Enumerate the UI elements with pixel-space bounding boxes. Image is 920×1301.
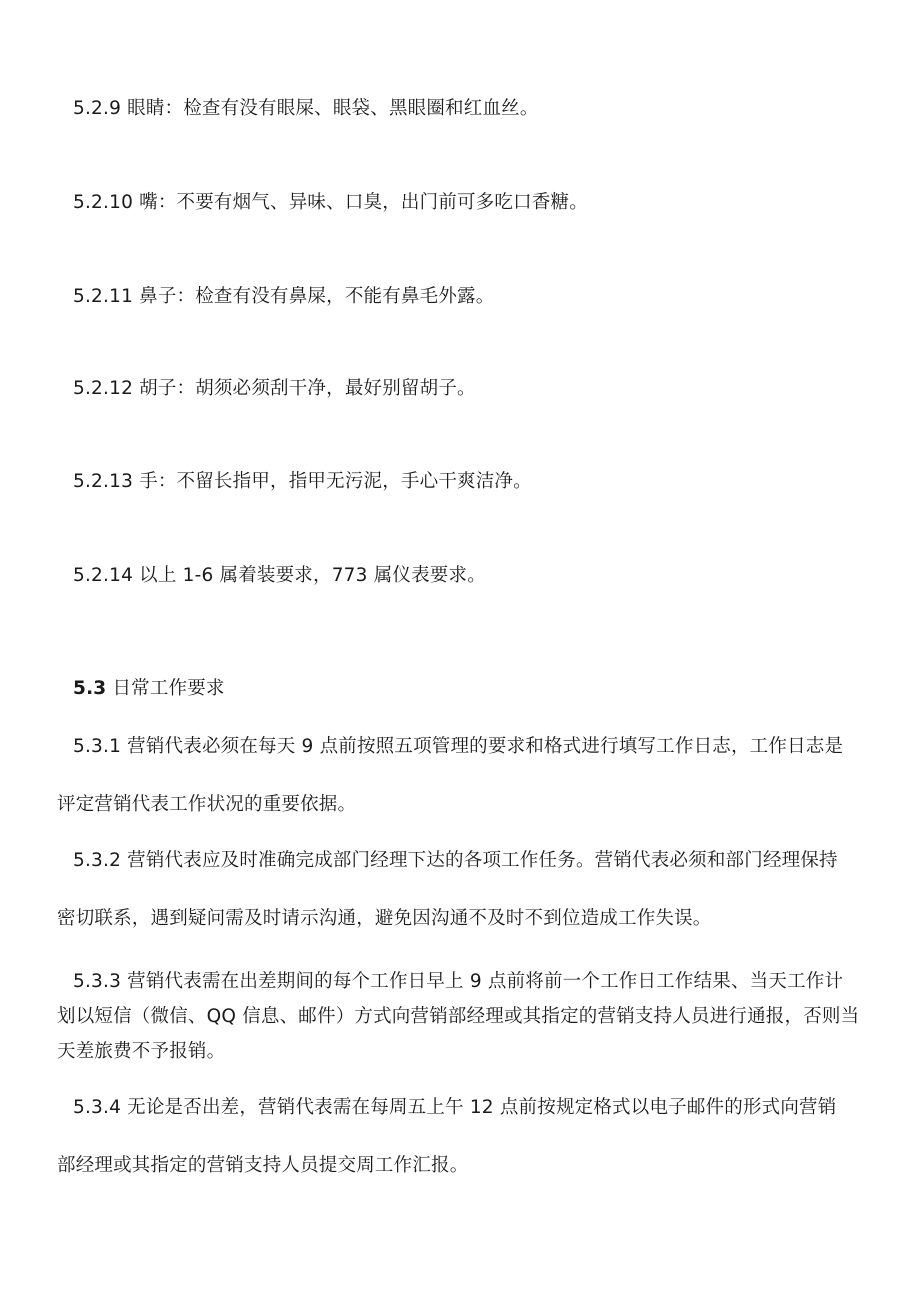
item-5-2-10: 5.2.10 嘴：不要有烟气、异味、口臭，出门前可多吃口香糖。 <box>73 192 588 213</box>
item-5-3-1-line2: 评定营销代表工作状况的重要依据。 <box>57 794 357 815</box>
item-5-3-2-line1: 5.3.2 营销代表应及时准确完成部门经理下达的各项工作任务。营销代表必须和部门经理保持 <box>73 850 838 871</box>
item-5-3-3-line1: 5.3.3 营销代表需在出差期间的每个工作日早上 9 点前将前一个工作日工作结果、当天工作计 <box>73 971 844 992</box>
item-5-2-11: 5.2.11 鼻子：检查有没有鼻屎，不能有鼻毛外露。 <box>73 286 495 307</box>
item-5-2-12: 5.2.12 胡子：胡须必须刮干净，最好别留胡子。 <box>73 378 476 399</box>
item-5-2-13: 5.2.13 手：不留长指甲，指甲无污泥，手心干爽洁净。 <box>73 471 532 492</box>
item-5-2-14: 5.2.14 以上 1-6 属着装要求，773 属仪表要求。 <box>73 565 486 586</box>
section-heading-text: 日常工作要求 <box>106 678 225 699</box>
section-heading-number: 5.3 <box>73 678 107 699</box>
item-5-3-4-line2: 部经理或其指定的营销支持人员提交周工作汇报。 <box>57 1155 469 1176</box>
item-5-3-2-line2: 密切联系，遇到疑问需及时请示沟通，避免因沟通不及时不到位造成工作失误。 <box>57 908 712 929</box>
item-5-3-1-line1: 5.3.1 营销代表必须在每天 9 点前按照五项管理的要求和格式进行填写工作日志，工作日志是 <box>73 736 844 757</box>
item-5-2-9: 5.2.9 眼睛：检查有没有眼屎、眼袋、黑眼圈和红血丝。 <box>73 98 539 119</box>
item-5-3-3-line2: 划以短信（微信、QQ 信息、邮件）方式向营销部经理或其指定的营销支持人员进行通报，否则当 <box>57 1006 860 1027</box>
item-5-3-4-line1: 5.3.4 无论是否出差，营销代表需在每周五上午 12 点前按规定格式以电子邮件的形式向营销 <box>73 1097 837 1118</box>
item-5-3-3-line3: 天差旅费不予报销。 <box>57 1041 226 1062</box>
section-heading-5-3 <box>73 677 225 701</box>
